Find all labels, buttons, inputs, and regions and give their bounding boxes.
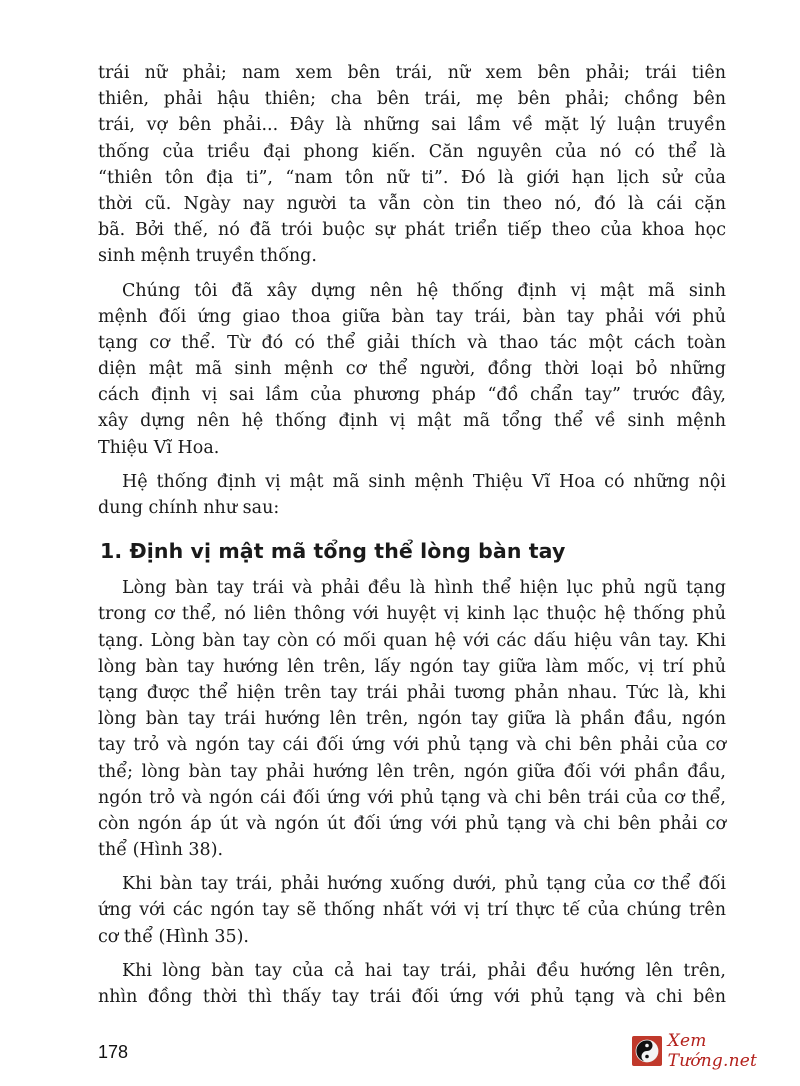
text-line: “thiên tôn địa ti”, “nam tôn nữ ti”. Đó là giới hạn lịch sử của <box>98 167 726 188</box>
text-line: thống của triều đại phong kiến. Căn nguyên của nó có thể là <box>98 141 726 162</box>
paragraph <box>98 469 726 521</box>
text-line: trái, vợ bên phải... Đây là những sai lầm về mặt lý luận truyền <box>98 115 726 136</box>
text-line: lòng bàn tay trái hướng lên trên, ngón tay giữa là phần đầu, ngón <box>98 709 726 730</box>
text-line: lòng bàn tay hướng lên trên, lấy ngón tay giữa làm mốc, vị trí phủ <box>98 656 726 677</box>
text-line: Khi bàn tay trái, phải hướng xuống dưới, phủ tạng của cơ thể đối <box>122 874 726 895</box>
text-line: còn ngón áp út và ngón út đối ứng với phủ tạng và chi bên phải cơ <box>98 813 726 834</box>
text-line: tạng cơ thể. Từ đó có thể giải thích và thao tác một cách toàn <box>98 332 726 353</box>
text-line: tay trỏ và ngón tay cái đối ứng với phủ tạng và chi bên phải của cơ <box>98 735 726 756</box>
text-line: ứng với các ngón tay sẽ thống nhất với vị trí thực tế của chúng trên <box>98 900 726 921</box>
watermark-logo <box>632 1033 800 1069</box>
text-line: trái nữ phải; nam xem bên trái, nữ xem bên phải; trái tiên <box>98 63 726 83</box>
section-heading: 1. Định vị mật mã tổng thể lòng bàn tay <box>100 539 566 564</box>
intro-paragraphs <box>98 60 726 521</box>
text-line: ngón trỏ và ngón cái đối ứng với phủ tạng và chi bên trái của cơ thể, <box>98 787 726 808</box>
paragraph <box>98 60 726 270</box>
text-line: sinh mệnh truyền thống. <box>98 246 317 267</box>
paragraph <box>98 871 726 950</box>
text-line: Hệ thống định vị mật mã sinh mệnh Thiệu Vĩ Hoa có những nội <box>122 471 726 492</box>
text-line: tạng. Lòng bàn tay còn có mối quan hệ với các dấu hiệu vân tay. Khi <box>98 630 726 651</box>
text-line: trong cơ thể, nó liên thông với huyệt vị kinh lạc thuộc hệ thống phủ <box>98 604 726 625</box>
text-line: Lòng bàn tay trái và phải đều là hình thể hiện lục phủ ngũ tạng <box>122 578 726 599</box>
text-line: thời cũ. Ngày nay người ta vẫn còn tin theo nó, đó là cái cặn <box>98 193 726 214</box>
page-number: 178 <box>98 1042 129 1062</box>
text-line: diện mật mã sinh mệnh cơ thể người, đồng thời loại bỏ những <box>98 359 726 380</box>
text-line: xây dựng nên hệ thống định vị mật mã tổng thể về sinh mệnh <box>98 411 726 432</box>
text-line: Khi lòng bàn tay của cả hai tay trái, phải đều hướng lên trên, <box>122 960 726 981</box>
text-line: Thiệu Vĩ Hoa. <box>98 437 220 458</box>
text-line: dung chính như sau: <box>98 498 280 518</box>
text-line: cách định vị sai lầm của phương pháp “đồ chẩn tay” trước đây, <box>98 385 726 406</box>
text-line: tạng được thể hiện trên tay trái phải tương phản nhau. Tức là, khi <box>98 682 726 703</box>
text-line: thể; lòng bàn tay phải hướng lên trên, ngón giữa đối với phần đầu, <box>98 761 726 782</box>
paragraph <box>98 278 726 461</box>
paragraph <box>98 575 726 863</box>
text-line: bã. Bởi thế, nó đã trói buộc sự phát triển tiếp theo của khoa học <box>98 220 726 241</box>
text-line: mệnh đối ứng giao thoa giữa bàn tay trái, bàn tay phải với phủ <box>98 306 726 327</box>
text-line: nhìn đồng thời thì thấy tay trái đối ứng với phủ tạng và chi bên <box>98 987 726 1007</box>
watermark-text: Xem Tướng.net <box>667 1031 758 1071</box>
paragraph <box>98 958 726 1010</box>
yin-yang-icon <box>632 1036 662 1066</box>
page-body <box>98 60 726 1018</box>
text-line: cơ thể (Hình 35). <box>98 926 249 947</box>
section-paragraphs <box>98 575 726 1010</box>
text-line: Chúng tôi đã xây dựng nên hệ thống định vị mật mã sinh <box>122 280 726 301</box>
text-line: thể (Hình 38). <box>98 840 224 861</box>
text-line: thiên, phải hậu thiên; cha bên trái, mẹ bên phải; chồng bên <box>98 89 726 110</box>
